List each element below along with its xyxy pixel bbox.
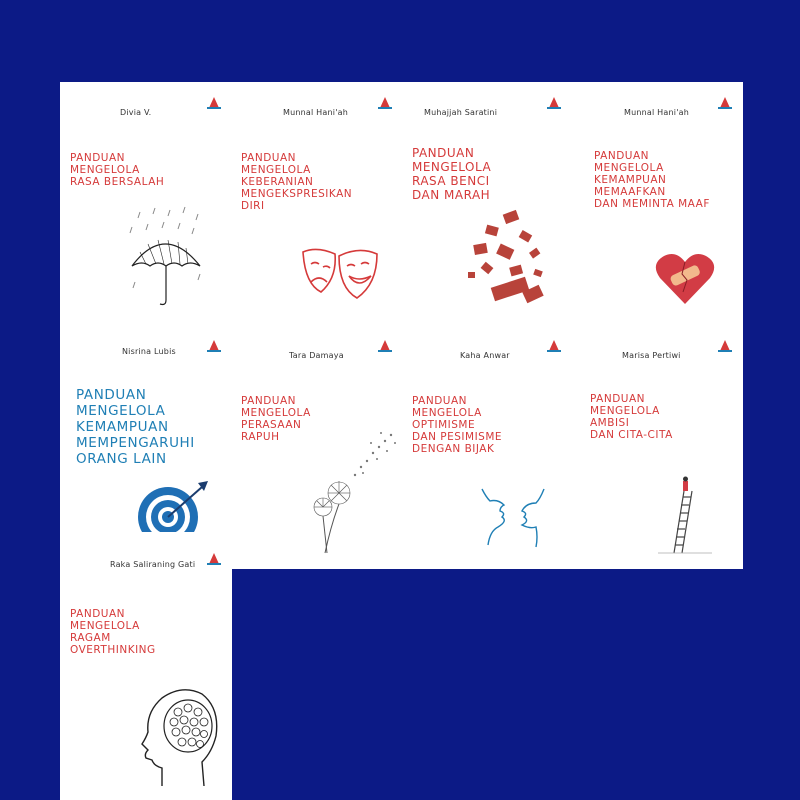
- book-author: Divia V.: [120, 108, 152, 117]
- target-arrow-icon: [138, 479, 212, 533]
- theater-masks-icon: [299, 244, 383, 304]
- book-author: Munnal Hani'ah: [283, 108, 348, 117]
- book-title: PANDUAN MENGELOLA OPTIMISME DAN PESIMISME DENGAN BIJAK: [412, 395, 503, 455]
- book-author: Muhajjah Saratini: [424, 108, 498, 117]
- book-cover-memaafkan[interactable]: [572, 82, 743, 326]
- book-title: PANDUAN MENGELOLA AMBISI DAN CITA-CITA: [590, 393, 673, 441]
- book-cover-overthinking[interactable]: [60, 532, 232, 800]
- book-title: PANDUAN MENGELOLA KEBERANIAN MENGEKSPRESIKAN DIRI: [241, 152, 353, 212]
- book-title: PANDUAN MENGELOLA RASA BENCI DAN MARAH: [412, 146, 492, 202]
- dandelion-icon: [291, 425, 401, 555]
- book-title: PANDUAN MENGELOLA KEMAMPUAN MEMAAFKAN DAN MEMINTA MAAF: [594, 150, 710, 210]
- ladder-icon: [654, 475, 714, 555]
- book-title: PANDUAN MENGELOLA KEMAMPUAN MEMPENGARUHI ORANG LAIN: [76, 387, 195, 467]
- publisher-logo-icon: [206, 552, 222, 566]
- publisher-logo-icon: [546, 96, 562, 110]
- publisher-logo-icon: [377, 96, 393, 110]
- book-title: PANDUAN MENGELOLA PERASAAN RAPUH: [241, 395, 311, 443]
- book-cover-rasa-bersalah[interactable]: [60, 82, 232, 326]
- book-cover-ambisi[interactable]: [572, 325, 743, 569]
- publisher-logo-icon: [717, 96, 733, 110]
- book-title: PANDUAN MENGELOLA RASA BERSALAH: [70, 152, 165, 188]
- book-cover-optimisme[interactable]: [402, 325, 572, 569]
- publisher-logo-icon: [546, 339, 562, 353]
- book-cover-keberanian[interactable]: [231, 82, 403, 326]
- head-brain-icon: [132, 682, 222, 792]
- book-author: Kaha Anwar: [460, 351, 510, 360]
- umbrella-rain-icon: [120, 202, 210, 312]
- book-author: Munnal Hani'ah: [624, 108, 689, 117]
- book-title: PANDUAN MENGELOLA RAGAM OVERTHINKING: [70, 608, 156, 656]
- two-faces-icon: [478, 487, 548, 549]
- book-cover-rasa-benci[interactable]: [402, 82, 572, 326]
- book-author: Tara Damaya: [289, 351, 344, 360]
- book-author: Marisa Pertiwi: [622, 351, 681, 360]
- publisher-logo-icon: [206, 96, 222, 110]
- book-author: Raka Saliraning Gati: [110, 560, 196, 569]
- book-cover-mempengaruhi[interactable]: [60, 325, 232, 533]
- broken-bricks-icon: [464, 206, 554, 312]
- book-author: Nisrina Lubis: [122, 347, 176, 356]
- book-cover-perasaan-rapuh[interactable]: [231, 325, 403, 569]
- publisher-logo-icon: [206, 339, 222, 353]
- publisher-logo-icon: [377, 339, 393, 353]
- publisher-logo-icon: [717, 339, 733, 353]
- bandaged-heart-icon: [654, 250, 716, 306]
